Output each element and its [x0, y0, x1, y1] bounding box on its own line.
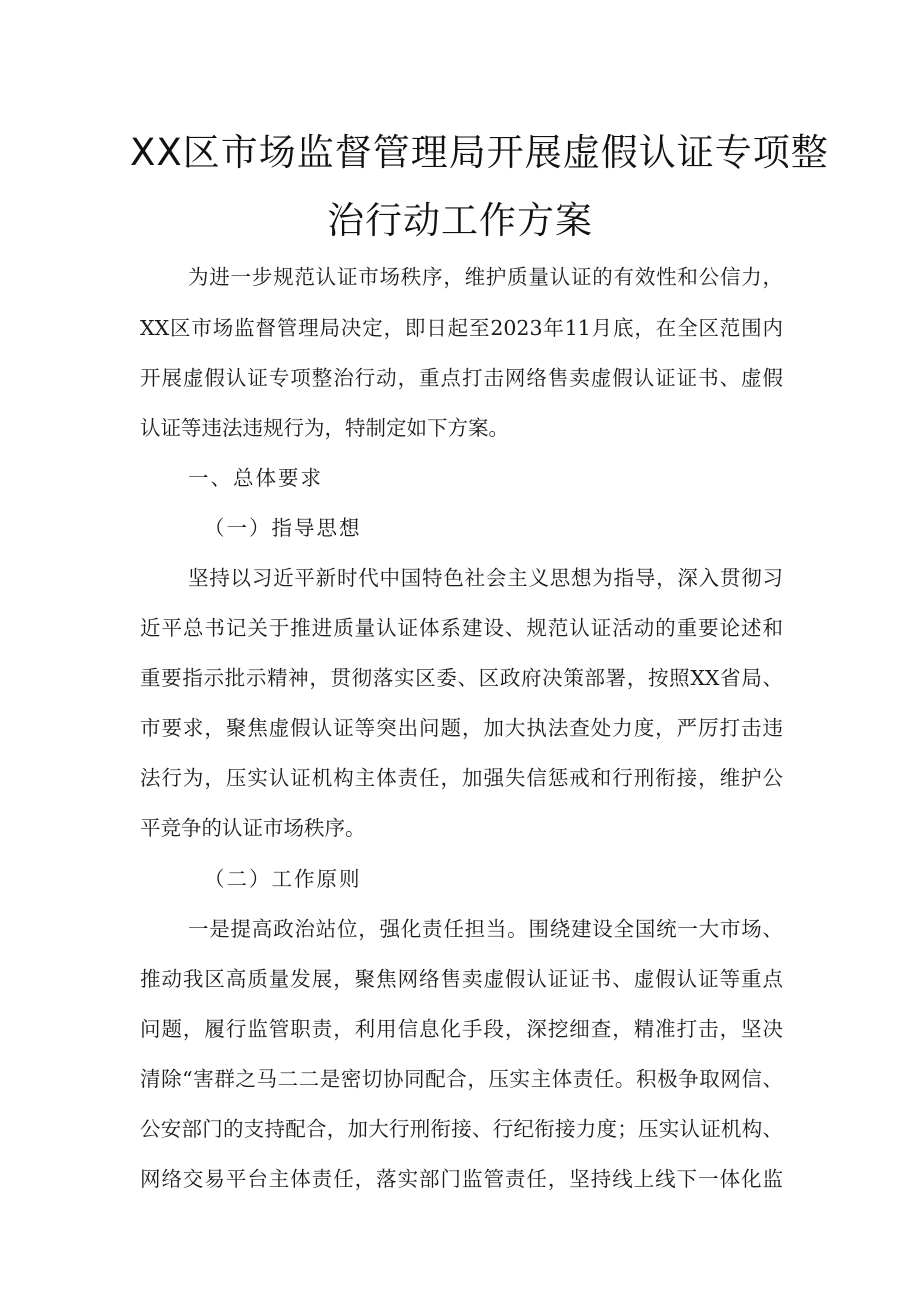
body-line: 法行为，压实认证机构主体责任，加强失信惩戒和行刑衔接，维护公	[140, 766, 783, 790]
body-line: 推动我区高质量发展，聚焦网络售卖虚假认证证书、虚假认证等重点	[140, 967, 783, 991]
intro-line: XX区市场监督管理局决定，即日起至2023年11月底，在全区范围内	[140, 316, 783, 340]
body-line: 平竞争的认证市场秩序。	[140, 816, 366, 840]
document-title-line-2: 治行动工作方案	[327, 199, 593, 242]
subsection-heading: （一）指导思想	[204, 516, 362, 540]
body-line: 网络交易平台主体责任，落实部门监管责任，坚持线上线下一体化监	[140, 1167, 783, 1191]
body-line: 近平总书记关于推进质量认证体系建设、规范认证活动的重要论述和	[140, 616, 783, 640]
body-line: 问题，履行监管职责，利用信息化手段，深挖细查，精准打击，坚决	[140, 1017, 783, 1041]
body-line: 一是提高政治站位，强化责任担当。围绕建设全国统一大市场、	[188, 917, 783, 941]
section-heading: 一、总体要求	[188, 466, 323, 490]
intro-line: 认证等违法违规行为，特制定如下方案。	[140, 416, 509, 440]
body-line: 清除“害群之马二二是密切协同配合，压实主体责任。积极争取网信、	[140, 1067, 783, 1091]
body-line: 公安部门的支持配合，加大行刑衔接、行纪衔接力度；压实认证机构、	[140, 1117, 783, 1141]
body-line: 坚持以习近平新时代中国特色社会主义思想为指导，深入贯彻习	[188, 566, 783, 590]
body-line: 重要指示批示精神，贯彻落实区委、区政府决策部署，按照XX省局、	[140, 666, 783, 690]
body-line: 市要求，聚焦虚假认证等突出问题，加大执法查处力度，严厉打击违	[140, 716, 783, 740]
intro-line: 为进一步规范认证市场秩序，维护质量认证的有效性和公信力，	[188, 265, 783, 289]
intro-line: 开展虚假认证专项整治行动，重点打击网络售卖虚假认证证书、虚假	[140, 366, 783, 390]
subsection-heading: （二）工作原则	[204, 867, 362, 891]
document-title-line-1: XX区市场监督管理局开展虚假认证专项整	[130, 131, 829, 174]
